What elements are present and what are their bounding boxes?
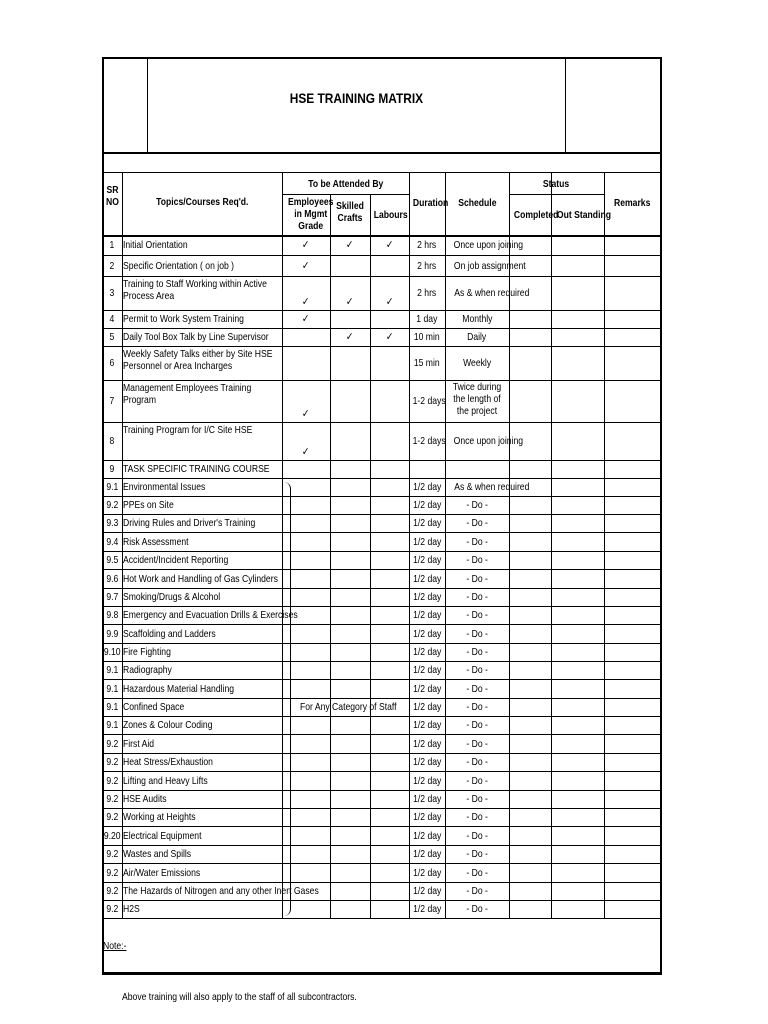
check-employees: ✓ xyxy=(302,296,310,308)
row-topic: Training to Staff Working within Active Process Area xyxy=(123,278,267,302)
row-sr-no: 1 xyxy=(109,239,115,251)
grid-line xyxy=(102,172,661,173)
row-sr-no: 9.6 xyxy=(106,572,118,585)
row-sr-no: 6 xyxy=(109,357,115,369)
row-schedule: - Do - xyxy=(466,499,488,511)
row-sr-no: 9.2 xyxy=(106,811,118,823)
row-topic: Wastes and Spills xyxy=(123,848,192,860)
row-duration: 1/2 day xyxy=(412,664,442,676)
header-labours: Labours xyxy=(373,209,408,221)
grid-line xyxy=(102,310,661,311)
row-topic: Fire Fighting xyxy=(123,646,171,658)
row-duration: 1/2 day xyxy=(412,885,442,897)
check-employees: ✓ xyxy=(302,446,310,458)
row-schedule: Once upon joining xyxy=(453,435,524,447)
row-sr-no: 9.10 xyxy=(103,646,121,658)
grid-line xyxy=(102,346,661,347)
row-topic: TASK SPECIFIC TRAINING COURSE xyxy=(123,463,270,475)
row-duration: 1/2 day xyxy=(412,756,442,768)
row-duration: 1 day xyxy=(416,313,438,325)
check-employees: ✓ xyxy=(302,259,310,272)
row-sr-no: 8 xyxy=(109,435,115,447)
row-schedule: - Do - xyxy=(466,682,488,695)
row-schedule: - Do - xyxy=(466,756,488,768)
grid-line xyxy=(509,172,510,918)
row-topic: Emergency and Evacuation Drills & Exercises xyxy=(123,609,298,621)
row-topic: Hot Work and Handling of Gas Cylinders xyxy=(123,572,278,585)
row-topic: Electrical Equipment xyxy=(123,829,202,842)
row-topic: PPEs on Site xyxy=(123,499,174,511)
row-duration: 1/2 day xyxy=(412,499,442,511)
row-schedule: - Do - xyxy=(466,646,488,658)
grid-line xyxy=(102,380,661,381)
row-sr-no: 9 xyxy=(109,463,115,475)
row-topic: Hazardous Material Handling xyxy=(123,682,235,695)
row-schedule: Weekly xyxy=(462,357,492,369)
row-duration: 2 hrs xyxy=(417,259,437,272)
row-duration: 1/2 day xyxy=(412,866,442,879)
row-topic: Working at Heights xyxy=(123,811,196,823)
header-status: Status xyxy=(543,178,570,190)
row-duration: 10 min xyxy=(414,331,440,343)
row-sr-no: 9.3 xyxy=(106,517,118,529)
row-schedule: Daily xyxy=(467,331,487,343)
row-sr-no: 5 xyxy=(109,331,115,343)
grid-line xyxy=(282,194,409,195)
grid-line xyxy=(102,863,661,864)
grid-line xyxy=(102,460,661,461)
row-sr-no: 9.2 xyxy=(106,848,118,860)
row-duration: 1/2 day xyxy=(412,627,442,640)
row-schedule: - Do - xyxy=(466,664,488,676)
row-duration: 1/2 day xyxy=(412,719,442,731)
row-topic: Accident/Incident Reporting xyxy=(123,554,229,566)
row-schedule: - Do - xyxy=(466,591,488,603)
row-sr-no: 9.2 xyxy=(106,737,118,750)
row-topic: Driving Rules and Driver's Training xyxy=(123,517,256,529)
row-schedule: - Do - xyxy=(466,774,488,787)
row-schedule: As & when required xyxy=(454,481,530,493)
row-sr-no: 9.2 xyxy=(106,756,118,768)
document-title: HSE TRAINING MATRIX xyxy=(289,90,423,106)
row-duration: 1/2 day xyxy=(412,774,442,787)
row-duration: 1/2 day xyxy=(412,737,442,750)
grid-line xyxy=(102,514,661,515)
grid-line xyxy=(102,569,661,570)
row-schedule: - Do - xyxy=(466,793,488,805)
grid-line xyxy=(102,790,661,791)
row-duration: 15 min xyxy=(414,357,440,369)
grid-line xyxy=(102,422,661,423)
row-sr-no: 9.9 xyxy=(106,627,118,640)
row-topic: Risk Assessment xyxy=(123,535,189,548)
grid-line xyxy=(102,771,661,772)
header-outstanding: Out Standing xyxy=(556,209,611,221)
grid-line xyxy=(551,172,552,918)
grid-line xyxy=(102,845,661,846)
row-topic: Zones & Colour Coding xyxy=(123,719,213,731)
row-duration: 1/2 day xyxy=(412,848,442,860)
grid-line xyxy=(102,972,661,974)
grid-line xyxy=(102,624,661,625)
row-topic: First Aid xyxy=(123,737,155,750)
row-topic: Permit to Work System Training xyxy=(123,313,244,325)
row-schedule: - Do - xyxy=(466,903,488,915)
header-duration: Duration xyxy=(412,197,449,209)
row-schedule: - Do - xyxy=(466,572,488,585)
row-schedule: On job assignment xyxy=(453,259,526,272)
row-topic: H2S xyxy=(123,903,140,915)
check-skilled: ✓ xyxy=(346,296,354,308)
row-sr-no: 9.5 xyxy=(106,554,118,566)
row-sr-no: 7 xyxy=(109,395,115,407)
check-labours: ✓ xyxy=(385,239,394,251)
category-brace xyxy=(284,482,291,916)
row-duration: 1/2 day xyxy=(412,903,442,915)
grid-line xyxy=(102,918,661,919)
row-schedule: - Do - xyxy=(466,609,488,621)
row-schedule: - Do - xyxy=(466,554,488,566)
row-sr-no: 9.1 xyxy=(106,682,118,695)
row-topic: Specific Orientation ( on job ) xyxy=(123,259,235,272)
row-sr-no: 2 xyxy=(109,259,115,272)
row-schedule: - Do - xyxy=(466,719,488,731)
grid-line xyxy=(565,57,566,152)
row-duration: 1/2 day xyxy=(412,811,442,823)
row-sr-no: 9.2 xyxy=(106,903,118,915)
row-duration: 1/2 day xyxy=(412,701,442,713)
row-sr-no: 9.1 xyxy=(106,664,118,676)
row-sr-no: 9.2 xyxy=(106,885,118,897)
row-topic: The Hazards of Nitrogen and any other Inert Gases xyxy=(123,885,319,897)
row-sr-no: 9.7 xyxy=(106,591,118,603)
header-attended-by: To be Attended By xyxy=(307,178,384,190)
footer-note: Above training will also apply to the staff of all subcontractors. xyxy=(122,991,357,1003)
row-schedule: - Do - xyxy=(466,737,488,750)
header-sr-no: SR NO xyxy=(106,184,119,208)
grid-line xyxy=(102,679,661,680)
header-schedule: Schedule xyxy=(457,197,497,209)
header-remarks: Remarks xyxy=(614,197,651,209)
grid-line xyxy=(102,882,661,883)
row-sr-no: 9.2 xyxy=(106,499,118,511)
row-duration: 1/2 day xyxy=(412,554,442,566)
row-topic: Smoking/Drugs & Alcohol xyxy=(123,591,221,603)
row-schedule: - Do - xyxy=(466,701,488,713)
row-duration: 1/2 day xyxy=(412,517,442,529)
row-duration: 1/2 day xyxy=(412,829,442,842)
grid-line xyxy=(102,900,661,901)
row-schedule: - Do - xyxy=(466,535,488,548)
check-employees: ✓ xyxy=(302,408,310,420)
header-topics: Topics/Courses Req'd. xyxy=(155,196,249,208)
row-sr-no: 9.20 xyxy=(103,829,121,842)
row-schedule: Monthly xyxy=(461,313,493,325)
grid-line xyxy=(102,734,661,735)
grid-line xyxy=(604,172,605,918)
row-schedule: - Do - xyxy=(466,866,488,879)
row-sr-no: 9.1 xyxy=(106,719,118,731)
row-schedule: - Do - xyxy=(466,885,488,897)
grid-line xyxy=(102,698,661,699)
grid-line xyxy=(102,826,661,827)
grid-line xyxy=(509,194,604,195)
row-schedule: - Do - xyxy=(466,811,488,823)
row-duration: 1/2 day xyxy=(412,572,442,585)
row-schedule: - Do - xyxy=(466,829,488,842)
row-topic: Training Program for I/C Site HSE xyxy=(123,424,253,436)
row-topic: Confined Space xyxy=(123,701,185,713)
row-topic: Radiography xyxy=(123,664,172,676)
row-topic: Lifting and Heavy Lifts xyxy=(123,774,208,787)
row-sr-no: 9.8 xyxy=(106,609,118,621)
grid-line xyxy=(102,588,661,589)
row-duration: 1-2 days xyxy=(412,435,446,447)
row-topic: Management Employees Training Program xyxy=(123,382,252,406)
check-labours: ✓ xyxy=(385,296,394,308)
row-topic: HSE Audits xyxy=(123,793,167,805)
row-duration: 1/2 day xyxy=(412,481,442,493)
row-duration: 1/2 day xyxy=(412,609,442,621)
grid-line xyxy=(102,716,661,717)
grid-line xyxy=(102,551,661,552)
row-topic: Air/Water Emissions xyxy=(123,866,201,879)
check-employees: ✓ xyxy=(302,313,310,325)
row-duration: 1/2 day xyxy=(412,646,442,658)
grid-line xyxy=(102,532,661,533)
check-labours: ✓ xyxy=(385,331,394,343)
row-duration: 2 hrs xyxy=(417,239,437,251)
row-sr-no: 9.2 xyxy=(106,866,118,879)
header-skilled: Skilled Crafts xyxy=(336,200,364,224)
row-schedule: Once upon joining xyxy=(453,239,524,251)
grid-line xyxy=(102,235,661,237)
row-sr-no: 9.1 xyxy=(106,701,118,713)
row-sr-no: 9.2 xyxy=(106,774,118,787)
row-duration: 1/2 day xyxy=(412,535,442,548)
grid-line xyxy=(102,643,661,644)
row-topic: Environmental Issues xyxy=(123,481,206,493)
row-topic: Initial Orientation xyxy=(123,239,188,251)
grid-line xyxy=(102,152,661,154)
grid-line xyxy=(102,276,661,277)
row-sr-no: 9.1 xyxy=(106,481,118,493)
grid-line xyxy=(102,328,661,329)
row-topic: Heat Stress/Exhaustion xyxy=(123,756,213,768)
row-sr-no: 4 xyxy=(109,313,115,325)
grid-line xyxy=(102,478,661,479)
row-duration: 1/2 day xyxy=(412,591,442,603)
row-schedule: - Do - xyxy=(466,848,488,860)
row-topic: Weekly Safety Talks either by Site HSE Personnel or Area Incharges xyxy=(123,348,273,372)
row-duration: 2 hrs xyxy=(417,287,437,299)
row-duration: 1-2 days xyxy=(412,395,446,407)
check-employees: ✓ xyxy=(302,239,310,251)
grid-line xyxy=(102,808,661,809)
note-label: Note:- xyxy=(103,940,127,952)
row-schedule: - Do - xyxy=(466,627,488,640)
row-duration: 1/2 day xyxy=(412,682,442,695)
check-skilled: ✓ xyxy=(346,239,354,251)
brace-label: For Any Category of Staff xyxy=(300,701,397,713)
header-completed: Completed xyxy=(513,209,559,221)
row-schedule: Twice during the length of the project xyxy=(452,381,502,417)
grid-line xyxy=(147,57,148,152)
row-topic: Scaffolding and Ladders xyxy=(123,627,216,640)
check-skilled: ✓ xyxy=(346,331,354,343)
grid-line xyxy=(102,496,661,497)
grid-line xyxy=(282,172,283,918)
row-schedule: As & when required xyxy=(454,287,530,299)
row-sr-no: 9.2 xyxy=(106,793,118,805)
grid-line xyxy=(102,255,661,256)
row-schedule: - Do - xyxy=(466,517,488,529)
row-sr-no: 3 xyxy=(109,287,115,299)
grid-line xyxy=(102,753,661,754)
row-duration: 1/2 day xyxy=(412,793,442,805)
row-sr-no: 9.4 xyxy=(106,535,118,548)
grid-line xyxy=(102,606,661,607)
header-employees: Employees in Mgmt Grade xyxy=(287,196,334,232)
grid-line xyxy=(102,661,661,662)
row-topic: Daily Tool Box Talk by Line Supervisor xyxy=(123,331,269,343)
